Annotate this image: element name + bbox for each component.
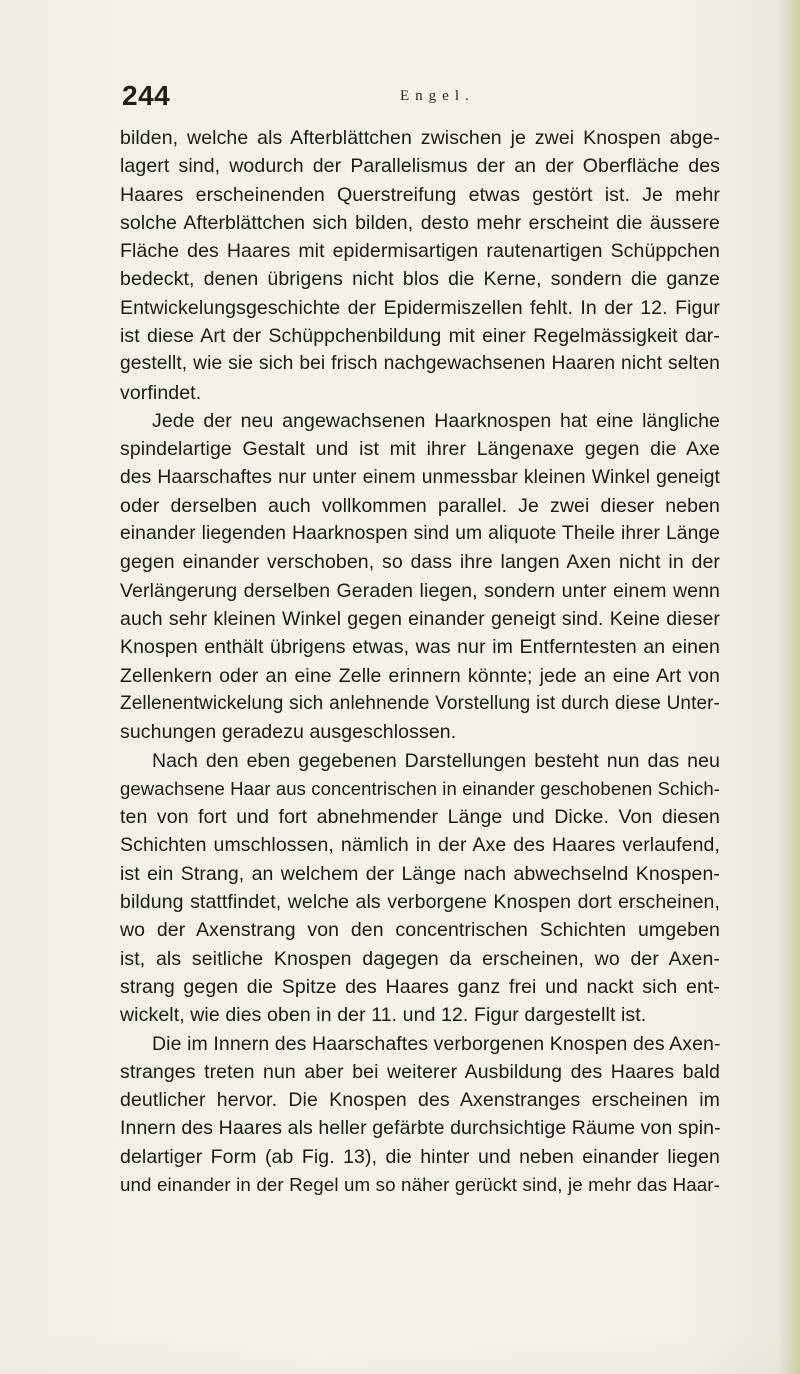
text-line: deutlicher hervor. Die Knospen des Axenstranges erscheinen im (120, 1089, 720, 1112)
text-line: Entwickelungsgeschichte der Epidermiszellen fehlt. In der 12. Figur (120, 296, 720, 319)
text-line: strang gegen die Spitze des Haares ganz frei und nackt sich ent- (120, 975, 720, 998)
text-line: solche Afterblättchen sich bilden, desto mehr erscheint die äussere (120, 211, 720, 234)
running-head: Engel. (400, 88, 475, 104)
text-line: bilden, welche als Afterblättchen zwischen je zwei Knospen abge- (120, 127, 720, 149)
page-edge-shadow (778, 0, 800, 1374)
text-line: gestellt, wie sie sich bei frisch nachgewachsenen Haaren nicht selten (120, 353, 720, 375)
text-line: ist ein Strang, an welchem der Länge nach abwechselnd Knospen- (120, 862, 720, 885)
text-line: Zellenentwickelung sich anlehnende Vorstellung ist durch diese Unter- (120, 692, 720, 714)
text-line: suchungen geradezu ausgeschlossen. (120, 721, 457, 744)
text-line: ist diese Art der Schüppchenbildung mit einer Regelmässigkeit dar- (120, 325, 720, 348)
text-line: des Haarschaftes nur unter einem unmessbar kleinen Winkel geneigt (120, 466, 720, 488)
text-line: Fläche des Haares mit epidermisartigen rautenartigen Schüppchen (120, 240, 720, 263)
text-line: und einander in der Regel um so näher gerückt sind, je mehr das Haar- (120, 1173, 720, 1195)
text-line: delartiger Form (ab Fig. 13), die hinter und neben einander liegen (120, 1145, 720, 1168)
text-line: Schichten umschlossen, nämlich in der Axe des Haares verlaufend, (120, 834, 720, 857)
paragraph-first-line: Jede der neu angewachsenen Haarknospen hat eine längliche (152, 409, 720, 432)
text-line: Haares erscheinenden Querstreifung etwas gestört ist. Je mehr (120, 183, 720, 206)
text-line: stranges treten nun aber bei weiterer Ausbildung des Haares bald (120, 1060, 720, 1083)
paragraph-first-line: Nach den eben gegebenen Darstellungen besteht nun das neu (152, 749, 720, 772)
page-bottom-tone (0, 1334, 800, 1374)
text-line: Verlängerung derselben Geraden liegen, sondern unter einem wenn (120, 579, 720, 602)
page-header (122, 80, 722, 120)
text-line: wo der Axenstrang von den concentrischen Schichten umgeben (120, 919, 720, 942)
text-line: bildung stattfindet, welche als verborgene Knospen dort erscheinen, (120, 891, 720, 914)
text-line: Innern des Haares als heller gefärbte durchsichtige Räume von spin- (120, 1117, 721, 1140)
text-line: ten von fort und fort abnehmender Länge und Dicke. Von diesen (120, 806, 720, 829)
text-line: Zellenkern oder an eine Zelle erinnern könnte; jede an eine Art von (120, 664, 720, 687)
paragraph-first-line: Die im Innern des Haarschaftes verborgenen Knospen des Axen- (152, 1032, 721, 1055)
text-line: oder derselben auch vollkommen parallel. Je zwei dieser neben (120, 494, 720, 517)
text-line: ist, als seitliche Knospen dagegen da erscheinen, wo der Axen- (120, 947, 720, 970)
text-line: wickelt, wie dies oben in der 11. und 12. Figur dargestellt ist. (120, 1004, 647, 1027)
text-line: gegen einander verschoben, so dass ihre langen Axen nicht in der (120, 551, 720, 574)
text-line: vorfindet. (120, 381, 202, 404)
text-line: bedeckt, denen übrigens nicht blos die Kerne, sondern die ganze (120, 268, 720, 291)
text-line: Knospen enthält übrigens etwas, was nur im Entferntesten an einen (120, 636, 720, 659)
text-line: lagert sind, wodurch der Parallelismus der an der Oberfläche des (120, 155, 720, 178)
text-line: auch sehr kleinen Winkel gegen einander geneigt sind. Keine dieser (120, 608, 720, 631)
text-line: spindelartige Gestalt und ist mit ihrer Längenaxe gegen die Axe (120, 438, 720, 461)
text-line: einander liegenden Haarknospen sind um aliquote Theile ihrer Länge (120, 523, 720, 545)
body-text (120, 124, 720, 1199)
text-line: gewachsene Haar aus concentrischen in einander geschobenen Schich- (120, 777, 721, 799)
page-number: 244 (122, 80, 171, 111)
